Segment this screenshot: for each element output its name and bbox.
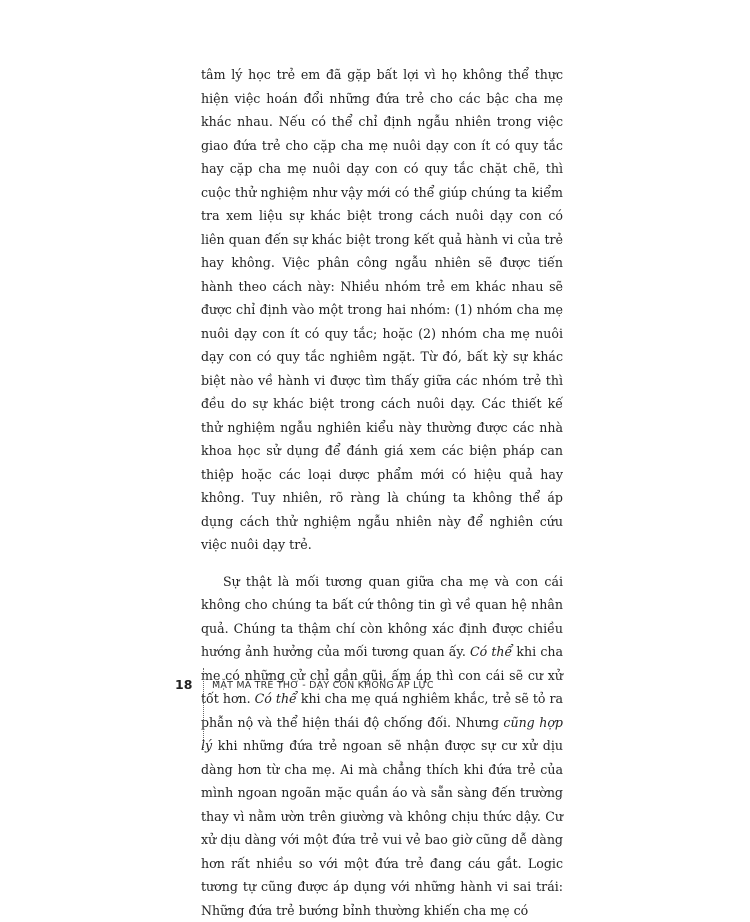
paragraph-2-text: khi những đứa trẻ ngoan sẽ nhận được sự cư xử dịu dàng hơn từ cha mẹ. Ai mà chẳng thích khi đứa trẻ của mình ngoan ngoãn mặc quần áo và sẵn sàng đến trường thay vì nằm ườn trên giường và không chịu thức dậy. Cư xử dịu dàng với một đứa trẻ vui vẻ bao giờ cũng dễ dàng hơn rất nhiều so với một đứa trẻ đang cáu gắt. Logic tương tự cũng được áp dụng với những hành vi sai trái: Những đứa trẻ bướng bỉnh thường khiến cha mẹ có <box>201 738 563 918</box>
emphasis-co-the: Có thể <box>255 691 297 706</box>
paragraph-2-text: khi cha mẹ có những cử chỉ gần gũi, ấm áp thì con cái sẽ cư xử tốt hơn. <box>201 644 563 706</box>
page-number: 18 <box>175 676 192 694</box>
paragraph-2 <box>201 570 563 922</box>
body-text <box>201 63 563 922</box>
paragraph-2-text: Sự thật là mối tương quan giữa cha mẹ và con cái không cho chúng ta bất cứ thông tin gì về quan hệ nhân quả. Chúng ta thậm chí còn không xác định được chiều hướng ảnh hưởng của mối tương quan ấy. <box>201 574 563 660</box>
page-footer <box>0 676 750 700</box>
running-footer-title: MẶT MÃ TRẺ THƠ - DẠY CON KHÔNG ÁP LỰC <box>212 677 434 695</box>
emphasis-co-the: Có thể <box>470 644 512 659</box>
paragraph-1: tâm lý học trẻ em đã gặp bất lợi vì họ không thể thực hiện việc hoán đổi những đứa trẻ cho các bậc cha mẹ khác nhau. Nếu có thể chỉ định ngẫu nhiên trong việc giao đứa trẻ cho cặp cha mẹ nuôi dạy con ít có quy tắc hay cặp cha mẹ nuôi dạy con có quy tắc chặt chẽ, thì cuộc thử nghiệm như vậy mới có thể giúp chúng ta kiểm tra xem liệu sự khác biệt trong cách nuôi dạy con có liên quan đến sự khác biệt trong kết quả hành vi của trẻ hay không. Việc phân công ngẫu nhiên sẽ được tiến hành theo cách này: Nhiều nhóm trẻ em khác nhau sẽ được chỉ định vào một trong hai nhóm: (1) nhóm cha mẹ nuôi dạy con ít có quy tắc; hoặc (2) nhóm cha mẹ nuôi dạy con có quy tắc nghiêm ngặt. Từ đó, bất kỳ sự khác biệt nào về hành vi được tìm thấy giữa các nhóm trẻ thì đều do sự khác biệt trong cách nuôi dạy. Các thiết kế thử nghiệm ngẫu nghiên kiểu này thường được các nhà khoa học sử dụng để đánh giá xem các biện pháp can thiệp hoặc các loại dược phẩm mới có hiệu quả hay không. Tuy nhiên, rõ ràng là chúng ta không thể áp dụng cách thử nghiệm ngẫu nhiên này để nghiên cứu việc nuôi dạy trẻ. <box>201 63 563 557</box>
emphasis-cung-hop-ly: cũng hợp lý <box>201 715 563 754</box>
paragraph-2-text: khi cha mẹ quá nghiêm khắc, trẻ sẽ tỏ ra phẫn nộ và thể hiện thái độ chống đối. Nhưng <box>201 691 563 730</box>
